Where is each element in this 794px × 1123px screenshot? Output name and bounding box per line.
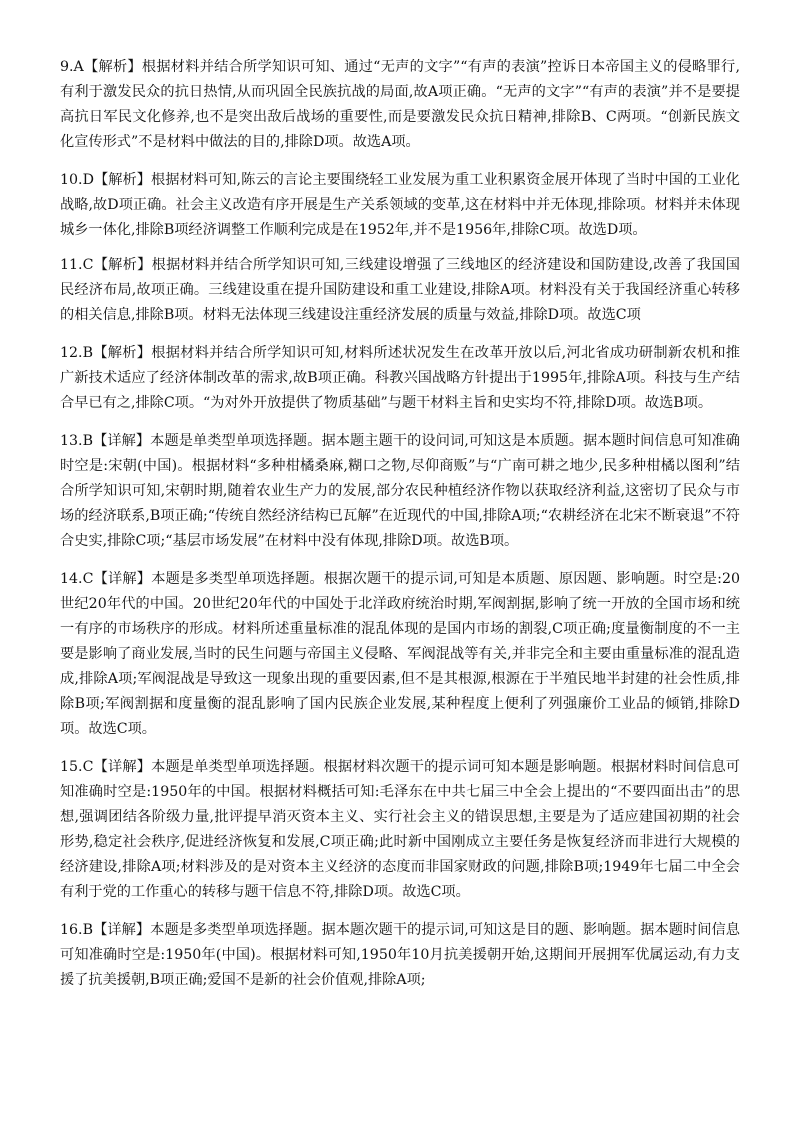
answer-14 [60,567,740,742]
answer-11 [60,253,740,328]
answer-10-text: 10.D【解析】根据材料可知,陈云的言论主要围绕轻工业发展为重工业积累资金展开体现了当时中国的工业化战略,故D项正确。社会主义改造有序开展是生产关系领域的变革,这在材料中并无体现,排除项。材料并未体现城乡一体化,排除B项经济调整工作顺利完成是在1952年,并不是1956年,排除C项。故选D项。 [60,172,740,238]
answer-15 [60,755,740,905]
answer-16-text: 16.B【详解】本题是多类型单项选择题。据本题次题干的提示词,可知这是目的题、影响题。据本题时间信息可知准确时空是:1950年(中国)。根据材料可知,1950年10月抗美援朝开始,这期间开展拥军优属运动,有力支援了抗美援朝,B项正确;爱国不是新的社会价值观,排除A项; [60,922,740,988]
answer-10 [60,168,740,243]
answer-9-text: 9.A【解析】根据材料并结合所学知识可知、通过“无声的文字”“有声的表演”控诉日本帝国主义的侵略罪行,有利于激发民众的抗日热情,从而巩固全民族抗战的局面,故A项正确。“无声的文字”“有声的表演”并不是要提高抗日军民文化修养,也不是突出敌后战场的重要性,而是要激发民众抗日精神,排除B、C两项。“创新民族文化宣传形式”不是材料中做法的目的,排除D项。故选A项。 [60,59,740,150]
answer-13 [60,429,740,554]
answer-13-text: 13.B【详解】本题是单类型单项选择题。据本题主题干的设问词,可知这是本质题。据本题时间信息可知准确时空是:宋朝(中国)。根据材料“多种柑橘桑麻,糊口之物,尽仰商贩”与“广南可耕之地少,民多种柑橘以图利”结合所学知识可知,宋朝时期,随着农业生产力的发展,部分农民种植经济作物以获取经济利益,这密切了民众与市场的经济联系,B项正确;“传统自然经济结构已瓦解”在近现代的中国,排除A项;“农耕经济在北宋不断衰退”不符合史实,排除C项;“基层市场发展”在材料中没有体现,排除D项。故选B项。 [60,433,740,549]
answer-9 [60,55,740,155]
answer-16 [60,918,740,993]
answer-14-text: 14.C【详解】本题是多类型单项选择题。根据次题干的提示词,可知是本质题、原因题、影响题。时空是:20世纪20年代的中国。20世纪20年代的中国处于北洋政府统治时期,军阀割据,影响了统一开放的全国市场和统一有序的市场秩序的形成。材料所述重量标准的混乱体现的是国内市场的割裂,C项正确;度量衡制度的不一主要是影响了商业发展,当时的民生问题与帝国主义侵略、军阀混战等有关,并非完全和主要由重量标准的混乱造成,排除A项;军阀混战是导致这一现象出现的重要因素,但不是其根源,根源在于半殖民地半封建的社会性质,排除B项;军阀割据和度量衡的混乱影响了国内民族企业发展,某种程度上便利了列强廉价工业品的倾销,排除D项。故选C项。 [60,571,740,737]
answer-15-text: 15.C【详解】本题是单类型单项选择题。根据材料次题干的提示词可知本题是影响题。根据材料时间信息可知准确时空是:1950年的中国。根据材料概括可知:毛泽东在中共七届三中全会上提出的“不要四面出击”的思想,强调团结各阶级力量,批评提早消灭资本主义、实行社会主义的错误思想,主要是为了适应建国初期的社会形势,稳定社会秩序,促进经济恢复和发展,C项正确;此时新中国刚成立主要任务是恢复经济而非进行大规模的经济建设,排除A项;材料涉及的是对资本主义经济的态度而非国家财政的问题,排除B项;1949年七届二中全会有利于党的工作重心的转移与题干信息不符,排除D项。故选C项。 [60,759,740,900]
answer-12-text: 12.B【解析】根据材料并结合所学知识可知,材料所述状况发生在改革开放以后,河北省成功研制新农机和推广新技术适应了经济体制改革的需求,故B项正确。科教兴国战略方针提出于1995年,排除A项。科技与生产结合早已有之,排除C项。“为对外开放提供了物质基础”与题干材料主旨和史实均不符,排除D项。故选B项。 [60,345,740,411]
answer-11-text: 11.C【解析】根据材料并结合所学知识可知,三线建设增强了三线地区的经济建设和国防建设,改善了我国国民经济布局,故项正确。三线建设重在提升国防建设和重工业建设,排除A项。材料没有关于我国经济重心转移的相关信息,排除B项。材料无法体现三线建设注重经济发展的质量与效益,排除D项。故选C项 [60,257,740,323]
answer-explanations [60,55,740,1006]
answer-12 [60,341,740,416]
